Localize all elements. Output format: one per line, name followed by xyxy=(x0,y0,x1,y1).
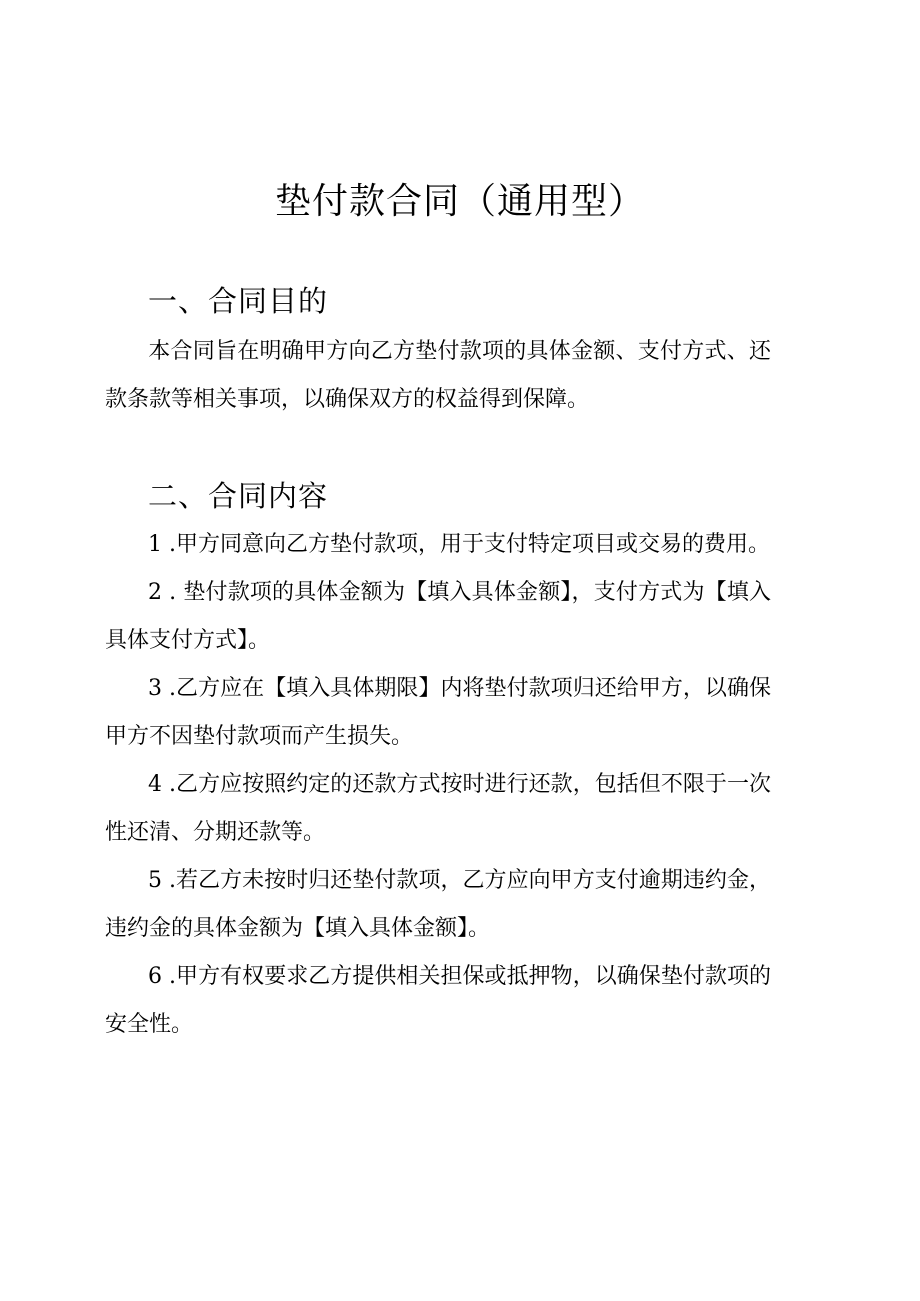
section-heading: 二、合同内容 xyxy=(148,479,329,513)
clause-4: 4 .乙方应按照约定的还款方式按时进行还款，包括但不限于一次性还清、分期还款等。 xyxy=(105,772,771,845)
document-title: 垫付款合同（通用型） xyxy=(274,181,645,222)
section-heading: 一、合同目的 xyxy=(148,284,329,318)
clause-3: 3 .乙方应在【填入具体期限】内将垫付款项归还给甲方，以确保甲方不因垫付款项而产生损失。 xyxy=(105,676,771,749)
section-content xyxy=(105,476,828,1049)
clause-6: 6 .甲方有权要求乙方提供相关担保或抵押物，以确保垫付款项的安全性。 xyxy=(105,964,771,1037)
clause-1: 1 .甲方同意向乙方垫付款项，用于支付特定项目或交易的费用。 xyxy=(148,532,770,557)
clause-5: 5 .若乙方未按时归还垫付款项，乙方应向甲方支付逾期违约金，违约金的具体金额为【填入具体金额】。 xyxy=(105,868,771,941)
clause-2: 2 . 垫付款项的具体金额为【填入具体金额】，支付方式为【填入具体支付方式】。 xyxy=(105,580,771,653)
paragraph: 本合同旨在明确甲方向乙方垫付款项的具体金额、支付方式、还款条款等相关事项，以确保双方的权益得到保障。 xyxy=(105,339,771,412)
section-purpose xyxy=(105,281,828,424)
